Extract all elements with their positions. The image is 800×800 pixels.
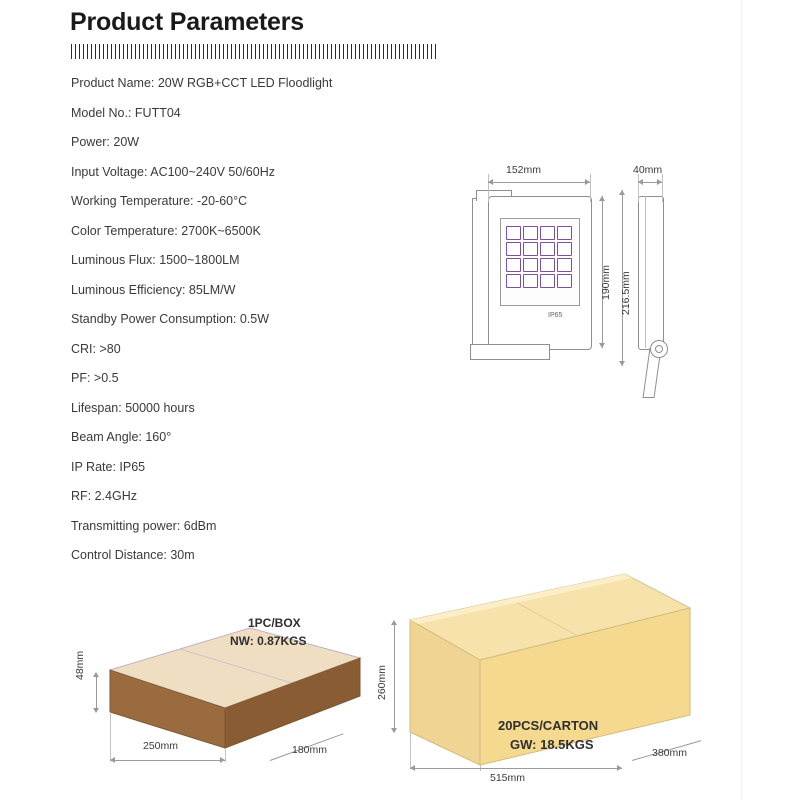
arrow-icon [220, 757, 225, 763]
dim-line-front-width [488, 182, 590, 183]
led-chip [557, 274, 572, 288]
arrow-icon [585, 179, 590, 185]
arrow-icon [619, 190, 625, 195]
led-chip [557, 258, 572, 272]
dim-side-depth-label: 40mm [633, 164, 663, 176]
led-chip [523, 258, 538, 272]
dim-total-height-label: 216.5mm [620, 271, 632, 315]
led-chip [523, 226, 538, 240]
list-item: Lifespan: 50000 hours [71, 400, 195, 415]
arrow-icon [488, 179, 493, 185]
list-item: Control Distance: 30m [71, 548, 195, 562]
list-item: IP Rate: IP65 [71, 459, 146, 474]
small-box-qty-label: 1PC/BOX [248, 616, 301, 630]
floodlight-front-view [470, 190, 590, 362]
dim-line-carton-height [394, 622, 395, 732]
arrow-icon [391, 728, 397, 733]
carton-weight-label: GW: 18.5KGS [510, 737, 594, 752]
floodlight-base [470, 344, 550, 360]
list-item: RF: 2.4GHz [71, 489, 137, 503]
dim-line-small-box-height [96, 674, 97, 712]
list-item: Standby Power Consumption: 0.5W [71, 312, 270, 326]
list-item: Product Name: 20W RGB+CCT LED Floodlight [71, 76, 333, 90]
ext-line [662, 174, 663, 202]
led-chip [557, 242, 572, 256]
led-chip [506, 242, 521, 256]
arrow-icon [599, 196, 605, 201]
list-item: Transmitting power: 6dBm [71, 518, 217, 533]
list-item: Working Temperature: -20-60°C [71, 194, 248, 208]
arrow-icon [657, 179, 662, 185]
arrow-icon [110, 757, 115, 763]
list-item: Luminous Efficiency: 85LM/W [71, 282, 236, 297]
arrow-icon [410, 765, 415, 771]
arrow-icon [638, 179, 643, 185]
ext-line [225, 748, 226, 762]
dim-line-carton-length [410, 768, 622, 769]
led-chip [506, 258, 521, 272]
ext-line [590, 174, 591, 202]
arrow-icon [619, 361, 625, 366]
ip-rating-mark: IP65 [548, 312, 563, 319]
led-chip [540, 274, 555, 288]
list-item: Color Temperature: 2700K~6500K [71, 223, 261, 238]
floodlight-side-view [628, 190, 688, 370]
page-title: Product Parameters [70, 8, 304, 36]
list-item: Model No.: FUTT04 [71, 105, 181, 120]
side-lens [638, 196, 646, 348]
title-underline-hatch [71, 44, 437, 59]
arrow-icon [93, 708, 99, 713]
list-item: Luminous Flux: 1500~1800LM [71, 253, 240, 267]
dim-small-box-length-label: 250mm [143, 740, 179, 752]
led-chip [540, 226, 555, 240]
led-chip [540, 242, 555, 256]
list-item: Beam Angle: 160° [71, 430, 172, 444]
carton-illustration [376, 560, 720, 790]
ext-line [410, 732, 411, 768]
side-pivot-knob-inner [655, 345, 663, 353]
dim-line-small-box-length [110, 760, 225, 761]
list-item: Input Voltage: AC100~240V 50/60Hz [71, 164, 275, 179]
dim-small-box-height-label: 48mm [74, 650, 86, 680]
dim-carton-height-label: 260mm [376, 664, 388, 700]
list-item: CRI: >80 [71, 341, 121, 356]
page-right-gutter [741, 0, 800, 800]
arrow-icon [391, 620, 397, 625]
spec-list [71, 76, 471, 578]
dim-carton-length-label: 515mm [490, 772, 526, 784]
dim-front-width-label: 152mm [506, 164, 542, 176]
side-pivot-knob [650, 340, 668, 358]
ext-line [110, 712, 111, 762]
list-item: Power: 20W [71, 135, 140, 149]
arrow-icon [599, 343, 605, 348]
carton-qty-label: 20PCS/CARTON [498, 718, 599, 733]
dim-small-box-depth-label: 180mm [292, 744, 328, 756]
technical-drawing [430, 160, 730, 400]
list-item: PF: >0.5 [71, 371, 119, 385]
small-box-illustration [60, 600, 380, 780]
led-chip [523, 242, 538, 256]
led-chip [557, 226, 572, 240]
small-box-svg [60, 600, 380, 780]
led-chip [540, 258, 555, 272]
led-chip [506, 274, 521, 288]
arrow-icon [617, 765, 622, 771]
arrow-icon [93, 672, 99, 677]
led-chip [523, 274, 538, 288]
dim-front-height-label: 190mm [600, 264, 612, 300]
led-chip [506, 226, 521, 240]
small-box-weight-label: NW: 0.87KGS [230, 634, 307, 648]
dim-carton-depth-label: 380mm [652, 747, 688, 759]
led-array [506, 226, 572, 288]
